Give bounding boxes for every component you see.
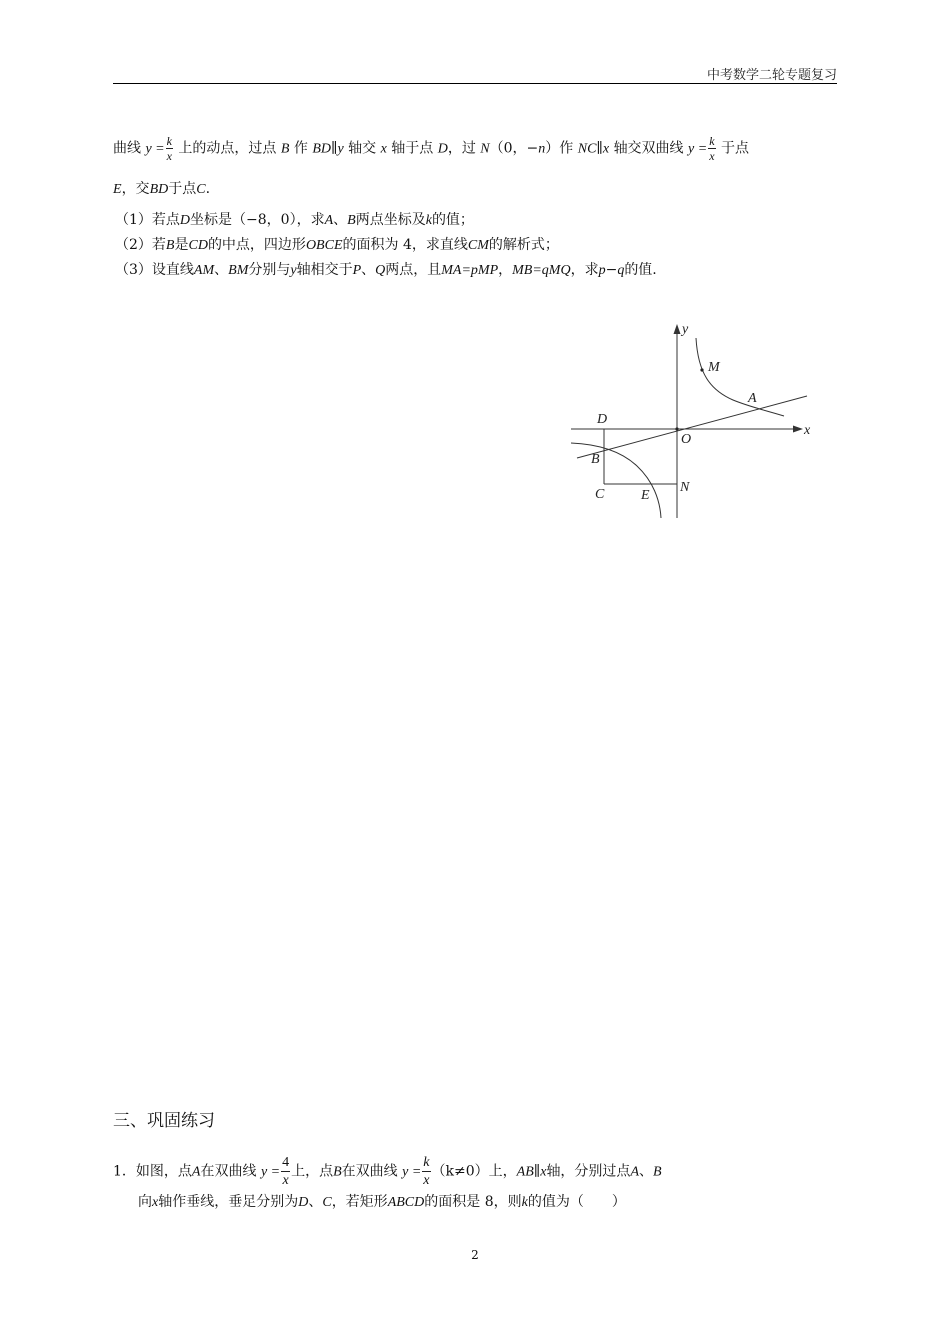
point-o [675,427,678,430]
axis-label: x [540,1164,547,1180]
exercise-1-line-1 [113,1154,662,1189]
text: 在双曲线 [200,1163,257,1180]
text: 的值； [431,212,474,228]
text: 轴相交于 [296,262,353,278]
fraction-numerator: 4 [282,1155,290,1170]
text: 上的动点，过点 [178,140,277,157]
text: （0，− [489,140,539,157]
problem-line-2 [113,179,210,200]
segment-label: BD [149,182,169,197]
text: 轴于点 [391,140,434,157]
label-y: y [682,322,689,337]
point-label: A [191,1164,201,1180]
text: 在双曲线 [341,1163,398,1180]
label-e: E [641,488,650,503]
text: 向 [138,1194,152,1210]
axis-label: y [337,141,344,157]
question-2 [115,235,559,256]
equation-lhs: y = [145,141,165,157]
text: 于点 [720,140,749,157]
label-n: N [680,480,690,495]
text: − [605,262,618,278]
fraction-4-over-x [281,1154,290,1189]
text: （1）若点 [115,212,180,228]
label-c: C [595,487,605,502]
label-a: A [748,391,757,406]
point-label: D [179,213,191,228]
text: 、 [361,262,376,278]
point-label: B [653,1164,662,1180]
point-label: B [333,1164,342,1180]
text: 分别与 [248,262,291,278]
text: 于点 [168,181,197,197]
text: 轴交 [348,140,377,157]
text: 的值为（ ） [527,1194,626,1210]
label-b: B [591,452,600,467]
text: 的面积为 4，求直线 [342,237,468,253]
variable: k [425,213,432,228]
fraction-k-over-x [166,134,173,163]
text: ，过 [447,140,476,157]
exercise-number: 1． [113,1163,136,1180]
section-title: 三、巩固练习 [113,1111,215,1131]
equation: MA=pMP [441,263,499,278]
text: （k≠0）上， [431,1163,517,1180]
text: ，交 [121,181,150,197]
hyperbola-branch-third-quadrant [571,443,661,518]
fraction-denominator: x [709,149,715,163]
problem-line-1 [113,134,749,163]
text: ）作 [545,140,574,157]
text: 、 [214,262,229,278]
text: ， [498,262,513,278]
segment-label: NC [577,141,597,157]
parallel-symbol: ∥ [596,140,603,157]
text: ，若矩形 [331,1194,388,1210]
text: 轴作垂线，垂足分别为 [158,1194,299,1210]
point-label: B [347,213,356,228]
label-o: O [681,432,692,447]
text: 曲线 [113,140,141,157]
text: 的面积是 8，则 [424,1194,522,1210]
coordinate-figure [565,318,825,528]
point-label: D [298,1195,309,1210]
line-label: CM [467,238,489,253]
point-label: C [196,182,206,197]
equation-lhs: y = [402,1164,422,1180]
y-axis-arrow-icon [674,324,681,334]
point-m [700,368,703,371]
label-x: x [804,423,811,438]
point-label: E [113,182,122,197]
parallel-symbol: ∥ [533,1163,541,1180]
point-label: A [324,213,334,228]
text: 上，点 [291,1163,334,1180]
x-axis-arrow-icon [793,426,803,433]
fraction-numerator: k [166,134,172,148]
text: 、 [308,1194,323,1210]
fraction-numerator: k [709,134,715,148]
point-label: P [352,263,362,278]
text: 坐标是（−8，0），求 [190,212,325,228]
text: 两点坐标及 [355,212,426,228]
fraction-k-over-x [708,134,715,163]
text: 轴交双曲线 [613,140,684,157]
variable: n [538,141,546,157]
segment-label: BD [312,141,331,157]
fraction-k-over-x [422,1154,430,1189]
fraction-numerator: k [423,1155,430,1170]
text: 的解析式； [488,237,559,253]
equation: MB=qMQ [512,263,571,278]
text: 、 [333,212,348,228]
header-rule [113,83,837,84]
text: 如图，点 [135,1163,192,1180]
axis-label: y [290,263,297,278]
text: （3）设直线 [115,262,194,278]
axis-label: x [380,141,387,157]
fraction-denominator: x [423,1173,430,1188]
parallel-symbol: ∥ [331,140,338,157]
text: ，求 [570,262,599,278]
line-label: BM [228,263,249,278]
equation-lhs: y = [688,141,708,157]
polygon-label: OBCE [305,238,343,253]
header-title: 中考数学二轮专题复习 [706,68,837,83]
point-label: C [322,1195,332,1210]
point-label: B [165,238,175,253]
page-number: 2 [471,1248,479,1262]
fraction-denominator: x [282,1173,289,1188]
variable: p [598,263,606,278]
polygon-label: ABCD [387,1195,425,1210]
variable: k [521,1195,528,1210]
text: 的中点，四边形 [207,237,306,253]
text: （2）若 [115,237,166,253]
axis-label: x [602,141,610,157]
text: . [205,181,211,197]
label-m: M [708,360,720,375]
hyperbola-branch-first-quadrant [696,338,784,416]
question-1 [115,210,474,231]
point-label: Q [375,263,386,278]
point-label: B [280,141,290,157]
line-ab [577,396,807,458]
question-3 [115,260,657,281]
fraction-denominator: x [166,149,172,163]
text: 是 [174,237,189,253]
point-label: A [630,1164,639,1180]
text: 两点，且 [385,262,442,278]
variable: q [617,263,625,278]
text: 作 [293,140,308,157]
point-label: N [480,141,490,157]
equation-lhs: y = [260,1164,281,1180]
text: 、 [639,1163,653,1180]
segment-label: AB [516,1164,534,1180]
exercise-1-line-2 [138,1192,626,1213]
segment-label: CD [188,238,208,253]
point-label: D [437,141,448,157]
text: 轴，分别过点 [546,1163,631,1180]
line-label: AM [193,263,215,278]
axis-label: x [152,1195,159,1210]
text: 的值. [624,262,657,278]
label-d: D [597,412,608,427]
